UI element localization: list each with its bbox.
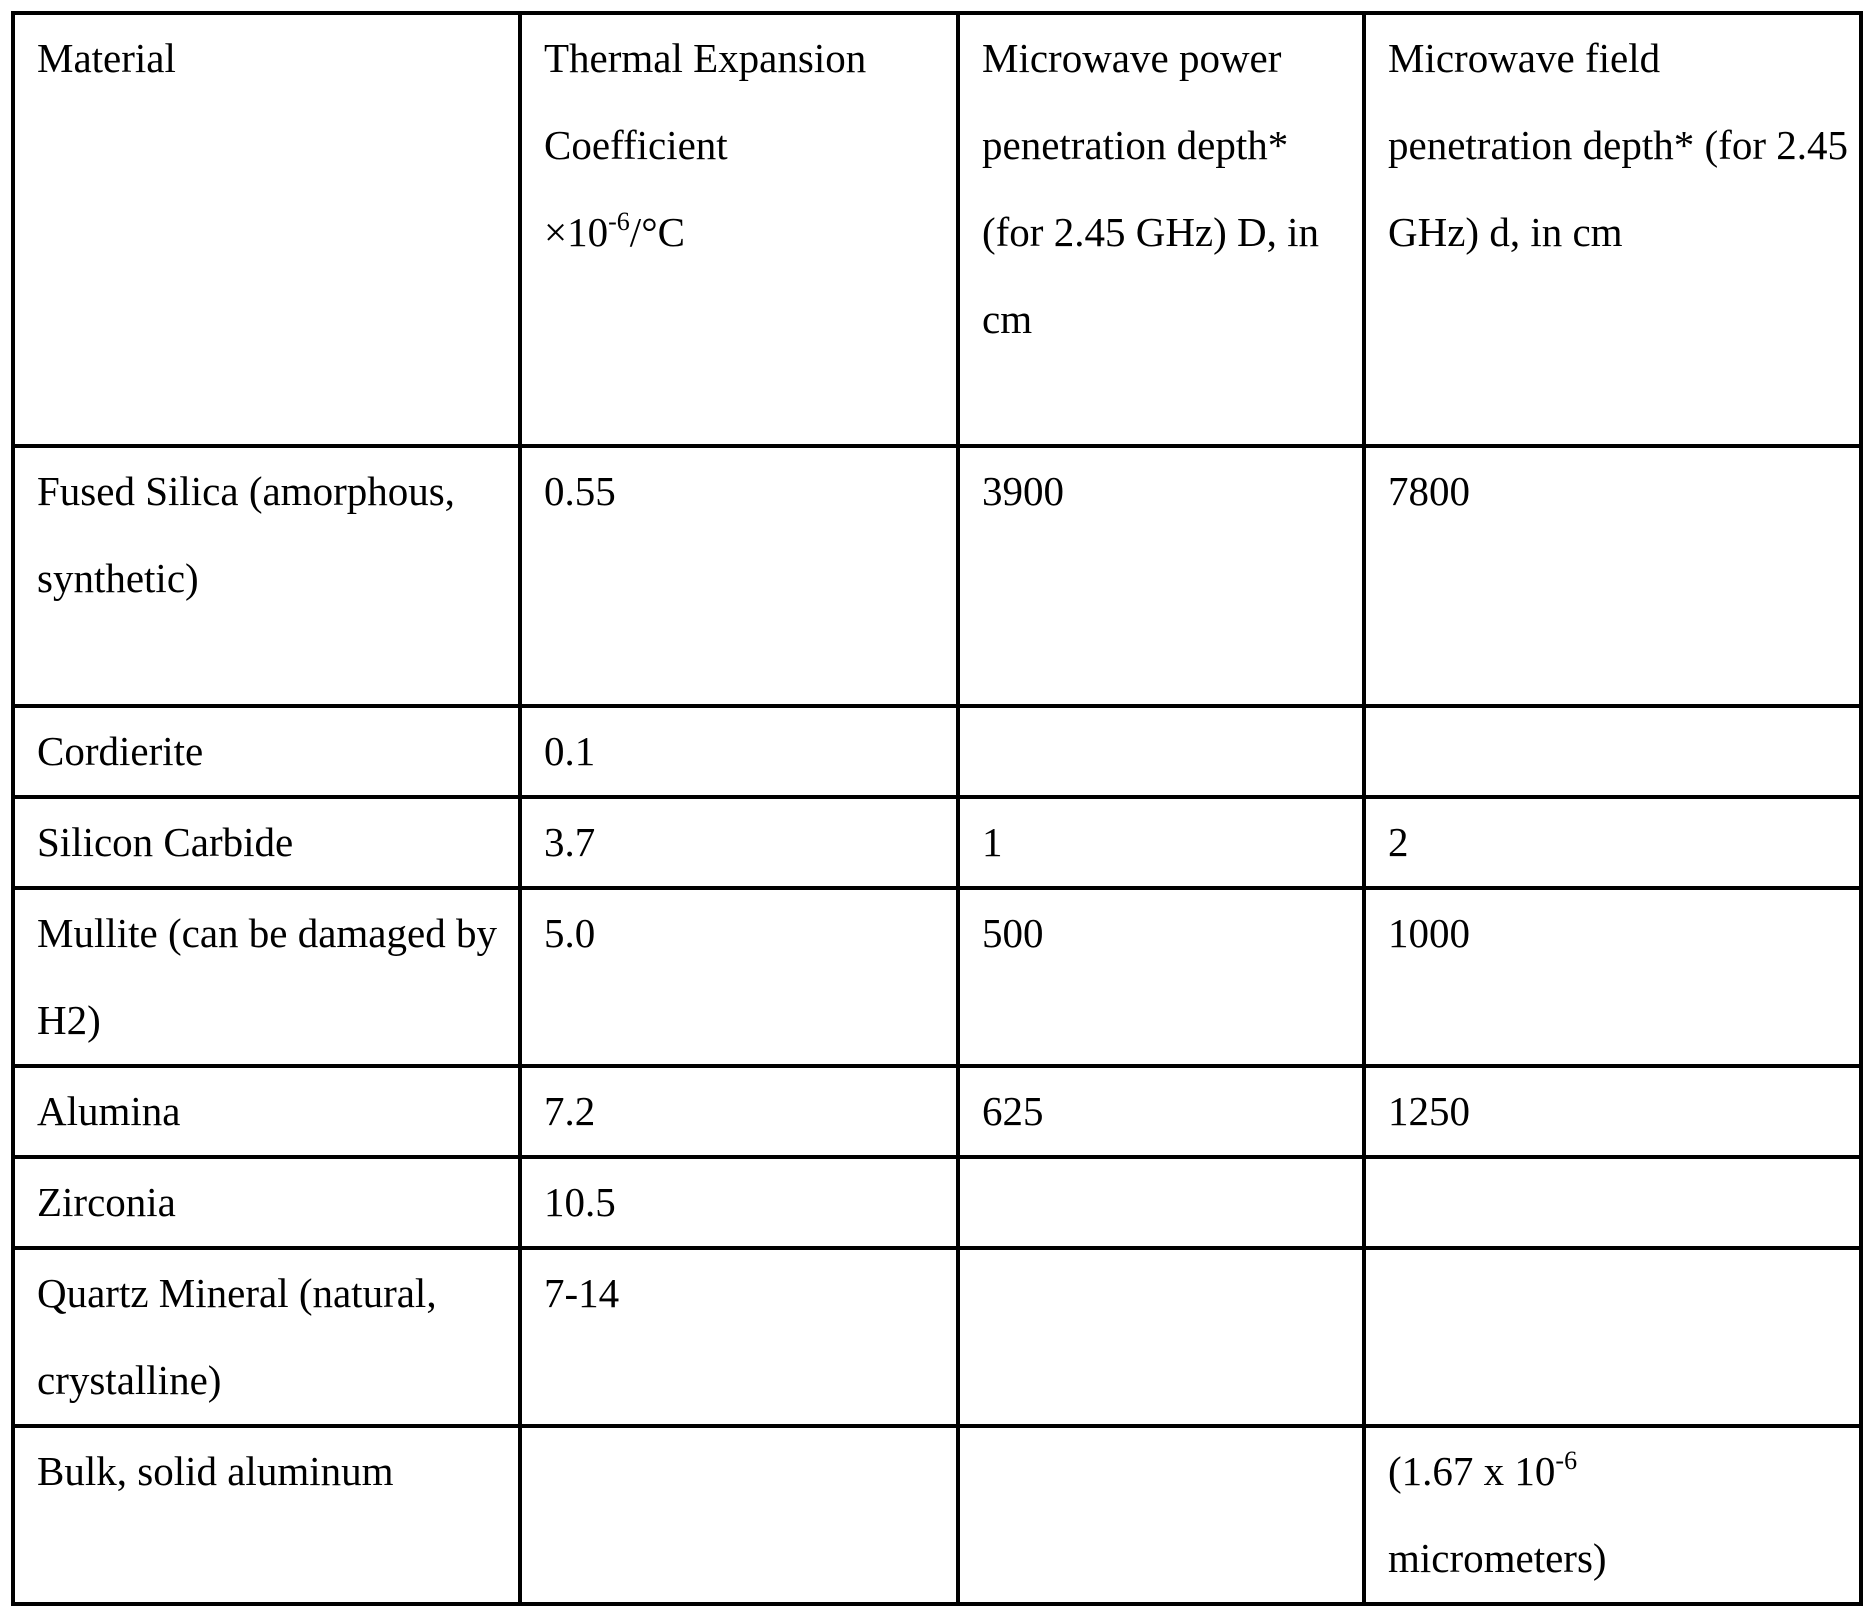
header-thermal-line2: Coefficient bbox=[544, 102, 946, 189]
materials-table bbox=[11, 11, 1863, 1606]
cell-material: Fused Silica (amorphous, synthetic) bbox=[13, 446, 520, 706]
unit-post: /°C bbox=[630, 209, 685, 255]
header-thermal-unit bbox=[544, 189, 946, 276]
cell-field: 2 bbox=[1364, 797, 1861, 888]
table-row bbox=[13, 1066, 1861, 1157]
cell-power: 1 bbox=[958, 797, 1364, 888]
cell-power bbox=[958, 1157, 1364, 1248]
field-pre: (1.67 x 10 bbox=[1388, 1448, 1555, 1494]
table-row bbox=[13, 1248, 1861, 1426]
header-thermal-line1: Thermal Expansion bbox=[544, 15, 946, 102]
table-row bbox=[13, 446, 1861, 706]
cell-thermal: 3.7 bbox=[520, 797, 958, 888]
cell-thermal: 0.1 bbox=[520, 706, 958, 797]
cell-material: Cordierite bbox=[13, 706, 520, 797]
unit-pre: ×10 bbox=[544, 209, 608, 255]
cell-material: Quartz Mineral (natural, crystalline) bbox=[13, 1248, 520, 1426]
field-sup: -6 bbox=[1555, 1446, 1577, 1475]
cell-material: Silicon Carbide bbox=[13, 797, 520, 888]
cell-field bbox=[1364, 1248, 1861, 1426]
cell-material: Alumina bbox=[13, 1066, 520, 1157]
table-row bbox=[13, 706, 1861, 797]
cell-power: 500 bbox=[958, 888, 1364, 1066]
cell-material: Zirconia bbox=[13, 1157, 520, 1248]
cell-field bbox=[1364, 1426, 1861, 1604]
header-material: Material bbox=[13, 13, 520, 446]
cell-material: Mullite (can be damaged by H2) bbox=[13, 888, 520, 1066]
cell-thermal: 0.55 bbox=[520, 446, 958, 706]
header-power-depth: Microwave power penetration depth* (for 2.45 GHz) D, in cm bbox=[958, 13, 1364, 446]
cell-thermal: 5.0 bbox=[520, 888, 958, 1066]
cell-thermal bbox=[520, 1426, 958, 1604]
header-thermal bbox=[520, 13, 958, 446]
cell-field bbox=[1364, 1157, 1861, 1248]
cell-power bbox=[958, 706, 1364, 797]
table-row bbox=[13, 1426, 1861, 1604]
header-field-depth: Microwave field penetration depth* (for 2.45 GHz) d, in cm bbox=[1364, 13, 1861, 446]
cell-power: 3900 bbox=[958, 446, 1364, 706]
cell-thermal: 7-14 bbox=[520, 1248, 958, 1426]
cell-power: 625 bbox=[958, 1066, 1364, 1157]
table-row bbox=[13, 1157, 1861, 1248]
cell-field bbox=[1364, 706, 1861, 797]
field-post: micrometers) bbox=[1388, 1515, 1849, 1602]
table-row bbox=[13, 797, 1861, 888]
unit-sup: -6 bbox=[608, 207, 630, 236]
field-value-line1 bbox=[1388, 1428, 1849, 1515]
cell-thermal: 7.2 bbox=[520, 1066, 958, 1157]
cell-field: 7800 bbox=[1364, 446, 1861, 706]
header-row bbox=[13, 13, 1861, 446]
cell-power bbox=[958, 1426, 1364, 1604]
table-row bbox=[13, 888, 1861, 1066]
cell-thermal: 10.5 bbox=[520, 1157, 958, 1248]
cell-material: Bulk, solid aluminum bbox=[13, 1426, 520, 1604]
cell-power bbox=[958, 1248, 1364, 1426]
cell-field: 1250 bbox=[1364, 1066, 1861, 1157]
cell-field: 1000 bbox=[1364, 888, 1861, 1066]
